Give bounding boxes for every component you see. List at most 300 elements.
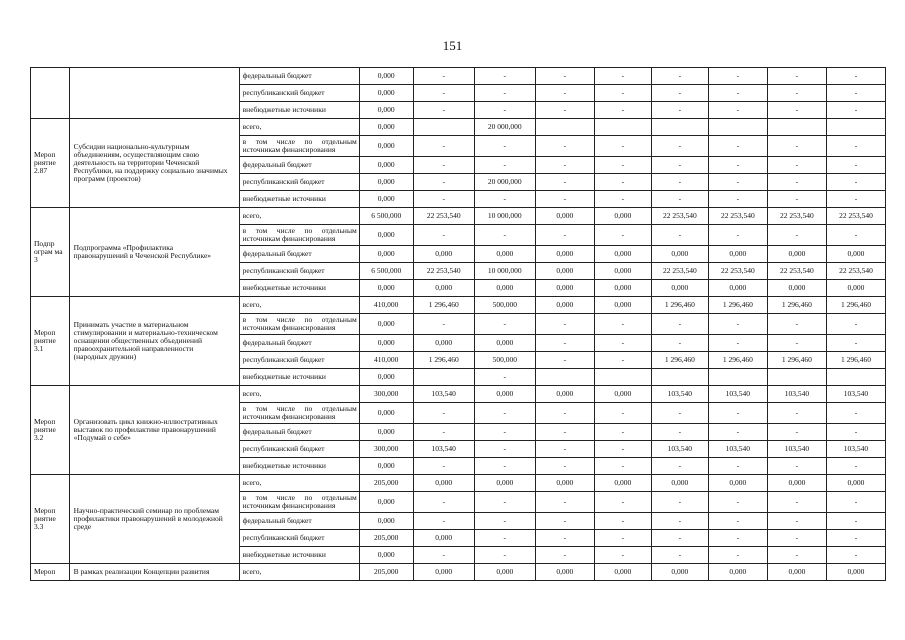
amount-cell: 0,000 [767,246,826,263]
funding-source-cell: внебюджетные источники [239,102,359,119]
amount-cell: - [535,102,594,119]
funding-source-cell: федеральный бюджет [239,424,359,441]
amount-cell: - [826,174,885,191]
activity-code-cell: Мероп риятие 3.2 [31,386,70,475]
page-number: 151 [442,38,463,53]
amount-cell: - [413,102,474,119]
funding-source-cell: всего, [239,208,359,225]
amount-cell: 0,000 [594,263,651,280]
amount-cell: 0,000 [535,386,594,403]
budget-table [30,67,886,581]
amount-cell: - [651,85,708,102]
amount-cell: 22 253,540 [708,208,767,225]
amount-cell: 205,000 [359,530,413,547]
amount-cell: 0,000 [359,225,413,246]
amount-cell: 0,000 [359,513,413,530]
amount-cell: 22 253,540 [767,263,826,280]
funding-source-cell: республиканский бюджет [239,441,359,458]
amount-cell: 0,000 [767,280,826,297]
amount-cell: 0,000 [413,530,474,547]
amount-cell: - [826,102,885,119]
amount-cell: - [535,492,594,513]
amount-cell: 1 296,460 [651,297,708,314]
amount-cell: - [651,424,708,441]
amount-cell: - [535,403,594,424]
amount-cell: 300,000 [359,441,413,458]
amount-cell: - [708,458,767,475]
funding-source-cell: всего, [239,119,359,136]
amount-cell: - [474,492,535,513]
amount-cell: - [708,157,767,174]
amount-cell: - [651,191,708,208]
amount-cell: 103,540 [708,386,767,403]
amount-cell: 22 253,540 [767,208,826,225]
amount-cell: - [651,225,708,246]
amount-cell: - [535,157,594,174]
amount-cell: - [474,547,535,564]
amount-cell: - [413,225,474,246]
amount-cell: 0,000 [535,475,594,492]
amount-cell: 1 296,460 [708,352,767,369]
amount-cell: 103,540 [651,441,708,458]
amount-cell [767,119,826,136]
amount-cell: 0,000 [359,280,413,297]
amount-cell: - [594,352,651,369]
amount-cell: - [413,68,474,85]
amount-cell: - [594,68,651,85]
amount-cell: 1 296,460 [767,352,826,369]
amount-cell: 410,000 [359,352,413,369]
amount-cell: - [594,314,651,335]
amount-cell: - [708,335,767,352]
amount-cell: - [535,458,594,475]
amount-cell: - [594,157,651,174]
activity-name-cell [69,68,239,119]
amount-cell: - [651,157,708,174]
funding-source-cell: федеральный бюджет [239,335,359,352]
funding-source-cell: внебюджетные источники [239,191,359,208]
amount-cell [826,119,885,136]
amount-cell: 0,000 [594,475,651,492]
amount-cell: - [708,85,767,102]
amount-cell: - [708,424,767,441]
amount-cell: - [413,458,474,475]
amount-cell: - [767,68,826,85]
funding-source-cell: республиканский бюджет [239,174,359,191]
amount-cell: 0,000 [594,208,651,225]
amount-cell: - [474,314,535,335]
amount-cell: 0,000 [474,246,535,263]
amount-cell: 0,000 [413,335,474,352]
amount-cell: - [535,191,594,208]
amount-cell: 0,000 [651,564,708,581]
amount-cell: - [708,68,767,85]
funding-source-cell: всего, [239,297,359,314]
amount-cell: 0,000 [413,280,474,297]
amount-cell: - [826,314,885,335]
amount-cell: - [594,547,651,564]
amount-cell: 1 296,460 [826,352,885,369]
amount-cell [594,369,651,386]
amount-cell: 205,000 [359,475,413,492]
amount-cell: 0,000 [535,208,594,225]
amount-cell [413,369,474,386]
amount-cell: - [651,174,708,191]
amount-cell: - [651,136,708,157]
amount-cell: 0,000 [359,314,413,335]
amount-cell: - [413,136,474,157]
amount-cell: - [535,424,594,441]
amount-cell: 103,540 [708,441,767,458]
activity-code-cell [31,68,70,119]
amount-cell: 0,000 [535,564,594,581]
amount-cell: - [413,547,474,564]
amount-cell: - [826,225,885,246]
amount-cell: 0,000 [413,475,474,492]
amount-cell: 0,000 [708,246,767,263]
amount-cell [826,369,885,386]
amount-cell [594,119,651,136]
amount-cell: 103,540 [767,441,826,458]
amount-cell: 0,000 [535,297,594,314]
amount-cell: - [413,191,474,208]
table-row [31,386,886,403]
amount-cell: - [708,492,767,513]
table-row [31,208,886,225]
table-row [31,297,886,314]
amount-cell: 0,000 [594,280,651,297]
amount-cell: - [594,225,651,246]
amount-cell: - [594,102,651,119]
amount-cell: - [767,547,826,564]
amount-cell: - [413,174,474,191]
funding-source-cell: всего, [239,475,359,492]
activity-code-cell: Мероп риятие 2.87 [31,119,70,208]
amount-cell: 0,000 [359,136,413,157]
amount-cell: 0,000 [359,246,413,263]
funding-source-cell: республиканский бюджет [239,85,359,102]
amount-cell: - [767,225,826,246]
amount-cell: - [594,492,651,513]
funding-source-cell: федеральный бюджет [239,246,359,263]
amount-cell: 0,000 [359,119,413,136]
amount-cell: 10 000,000 [474,263,535,280]
amount-cell: - [535,352,594,369]
amount-cell: - [535,547,594,564]
amount-cell: 0,000 [594,386,651,403]
amount-cell: - [767,492,826,513]
activity-code-cell: Мероп риятие 3.3 [31,475,70,564]
amount-cell: - [826,136,885,157]
amount-cell: 0,000 [594,246,651,263]
amount-cell: - [474,191,535,208]
amount-cell: 0,000 [359,424,413,441]
amount-cell: - [826,68,885,85]
amount-cell: 0,000 [535,263,594,280]
amount-cell: 0,000 [708,280,767,297]
amount-cell: 1 296,460 [708,297,767,314]
amount-cell: - [594,441,651,458]
amount-cell [767,369,826,386]
amount-cell: - [535,174,594,191]
amount-cell: - [767,314,826,335]
amount-cell: - [594,424,651,441]
amount-cell: 205,000 [359,564,413,581]
amount-cell: - [826,547,885,564]
amount-cell: 0,000 [474,475,535,492]
funding-source-cell: в том числе по отдельным источникам финансирования [239,225,359,246]
amount-cell: 0,000 [474,386,535,403]
amount-cell: - [474,157,535,174]
amount-cell: 22 253,540 [651,263,708,280]
amount-cell: 0,000 [826,475,885,492]
table-row [31,475,886,492]
amount-cell: - [651,513,708,530]
funding-source-cell: внебюджетные источники [239,458,359,475]
amount-cell: 1 296,460 [826,297,885,314]
amount-cell: 103,540 [651,386,708,403]
amount-cell [535,369,594,386]
funding-source-cell: федеральный бюджет [239,157,359,174]
amount-cell: - [474,513,535,530]
amount-cell: 500,000 [474,352,535,369]
amount-cell: 6 500,000 [359,263,413,280]
amount-cell: - [474,403,535,424]
amount-cell: - [767,424,826,441]
amount-cell: 103,540 [413,386,474,403]
amount-cell: 0,000 [359,547,413,564]
amount-cell: - [767,335,826,352]
amount-cell: 0,000 [359,403,413,424]
amount-cell: - [826,85,885,102]
amount-cell: 20 000,000 [474,174,535,191]
amount-cell: - [708,102,767,119]
amount-cell: - [826,530,885,547]
amount-cell: - [535,441,594,458]
amount-cell: 1 296,460 [413,297,474,314]
amount-cell: 0,000 [708,475,767,492]
amount-cell: - [474,369,535,386]
amount-cell: - [413,314,474,335]
amount-cell: - [651,547,708,564]
amount-cell: 0,000 [413,246,474,263]
amount-cell: 0,000 [359,68,413,85]
funding-source-cell: республиканский бюджет [239,352,359,369]
amount-cell: 6 500,000 [359,208,413,225]
amount-cell: - [474,530,535,547]
activity-name-cell: Подпрограмма «Профилактика правонарушений в Чеченской Республике» [69,208,239,297]
amount-cell: 0,000 [413,564,474,581]
activity-name-cell: В рамках реализации Концепции развития [69,564,239,581]
amount-cell: 0,000 [359,157,413,174]
amount-cell: 0,000 [767,564,826,581]
amount-cell: 22 253,540 [651,208,708,225]
amount-cell: 0,000 [708,564,767,581]
funding-source-cell: в том числе по отдельным источникам финансирования [239,492,359,513]
amount-cell: - [767,513,826,530]
amount-cell: 22 253,540 [413,263,474,280]
amount-cell: - [708,174,767,191]
amount-cell: - [594,136,651,157]
amount-cell: - [535,68,594,85]
table-row [31,68,886,85]
amount-cell: - [651,403,708,424]
amount-cell: 22 253,540 [826,208,885,225]
amount-cell: 300,000 [359,386,413,403]
funding-source-cell: федеральный бюджет [239,513,359,530]
amount-cell: - [826,424,885,441]
amount-cell: - [826,157,885,174]
amount-cell: - [474,424,535,441]
amount-cell: - [535,136,594,157]
amount-cell: 0,000 [651,246,708,263]
amount-cell: - [535,335,594,352]
amount-cell: 0,000 [826,280,885,297]
amount-cell: - [413,492,474,513]
amount-cell [708,369,767,386]
activity-code-cell: Мероп [31,564,70,581]
amount-cell: - [826,492,885,513]
amount-cell: 0,000 [474,564,535,581]
amount-cell: 103,540 [826,386,885,403]
amount-cell: - [594,530,651,547]
amount-cell: 0,000 [359,85,413,102]
amount-cell: - [826,513,885,530]
amount-cell: - [708,547,767,564]
amount-cell: - [767,102,826,119]
amount-cell [651,119,708,136]
amount-cell: - [474,85,535,102]
amount-cell [708,119,767,136]
amount-cell: 410,000 [359,297,413,314]
amount-cell: - [594,174,651,191]
amount-cell: 0,000 [359,335,413,352]
amount-cell: - [474,225,535,246]
activity-name-cell: Научно-практический семинар по проблемам профилактики правонарушений в молодежной среде [69,475,239,564]
amount-cell [535,119,594,136]
amount-cell: - [594,191,651,208]
amount-cell: 0,000 [359,174,413,191]
amount-cell: - [594,458,651,475]
amount-cell: - [413,85,474,102]
amount-cell: - [594,335,651,352]
amount-cell: - [708,136,767,157]
amount-cell: 0,000 [594,564,651,581]
amount-cell: - [651,68,708,85]
amount-cell: - [826,191,885,208]
amount-cell: - [826,403,885,424]
amount-cell: 0,000 [535,246,594,263]
amount-cell: 0,000 [826,564,885,581]
amount-cell: - [708,191,767,208]
amount-cell: - [413,157,474,174]
amount-cell: - [413,513,474,530]
amount-cell: 0,000 [359,492,413,513]
funding-source-cell: внебюджетные источники [239,280,359,297]
funding-source-cell: внебюджетные источники [239,547,359,564]
amount-cell: - [474,458,535,475]
amount-cell: - [535,530,594,547]
amount-cell: 0,000 [651,280,708,297]
funding-source-cell: всего, [239,564,359,581]
amount-cell: 22 253,540 [826,263,885,280]
amount-cell: - [535,225,594,246]
activity-code-cell: Мероп риятие 3.1 [31,297,70,386]
amount-cell: - [474,68,535,85]
funding-source-cell: республиканский бюджет [239,530,359,547]
table-row [31,564,886,581]
amount-cell: 103,540 [413,441,474,458]
amount-cell: - [767,85,826,102]
amount-cell: - [413,424,474,441]
amount-cell: 1 296,460 [413,352,474,369]
amount-cell: - [535,314,594,335]
amount-cell: 22 253,540 [708,263,767,280]
amount-cell: 500,000 [474,297,535,314]
amount-cell: - [826,458,885,475]
amount-cell: 0,000 [826,246,885,263]
amount-cell: - [651,530,708,547]
amount-cell: - [708,513,767,530]
table-body [31,68,886,581]
amount-cell: - [767,191,826,208]
amount-cell: - [651,458,708,475]
amount-cell: - [826,335,885,352]
amount-cell: 0,000 [651,475,708,492]
amount-cell: - [708,225,767,246]
activity-name-cell: Организовать цикл книжно-иллюстративных выставок по профилактике правонарушений «Подумай о себе» [69,386,239,475]
amount-cell: 0,000 [535,280,594,297]
amount-cell: - [708,530,767,547]
amount-cell: 20 000,000 [474,119,535,136]
amount-cell: - [708,314,767,335]
amount-cell: 0,000 [474,280,535,297]
amount-cell [413,119,474,136]
amount-cell: - [474,441,535,458]
amount-cell: - [767,157,826,174]
funding-source-cell: федеральный бюджет [239,68,359,85]
amount-cell: 0,000 [359,458,413,475]
activity-code-cell: Подпр ограм ма 3 [31,208,70,297]
amount-cell: - [767,458,826,475]
funding-source-cell: всего, [239,386,359,403]
activity-name-cell: Субсидии национально-культурным объединениям, осуществляющим свою деятельность на территории Чеченской Республики, на поддержку социально значимых программ (проектов) [69,119,239,208]
amount-cell: - [594,403,651,424]
table-row [31,119,886,136]
amount-cell: 0,000 [474,335,535,352]
funding-source-cell: внебюджетные источники [239,369,359,386]
amount-cell: - [651,492,708,513]
amount-cell: - [594,85,651,102]
amount-cell: 1 296,460 [651,352,708,369]
activity-name-cell: Принимать участие в материальном стимулировании и материально-техническом оснащении общественных объединений правоохранительной направленности (народных дружин) [69,297,239,386]
amount-cell: - [651,314,708,335]
amount-cell: - [767,530,826,547]
amount-cell: - [413,403,474,424]
amount-cell: - [535,85,594,102]
funding-source-cell: республиканский бюджет [239,263,359,280]
amount-cell: 10 000,000 [474,208,535,225]
funding-source-cell: в том числе по отдельным источникам финансирования [239,314,359,335]
amount-cell: 1 296,460 [767,297,826,314]
amount-cell: - [474,102,535,119]
amount-cell: 0,000 [359,369,413,386]
amount-cell: 0,000 [359,102,413,119]
amount-cell: 103,540 [826,441,885,458]
amount-cell: - [594,513,651,530]
amount-cell [651,369,708,386]
amount-cell: - [767,174,826,191]
